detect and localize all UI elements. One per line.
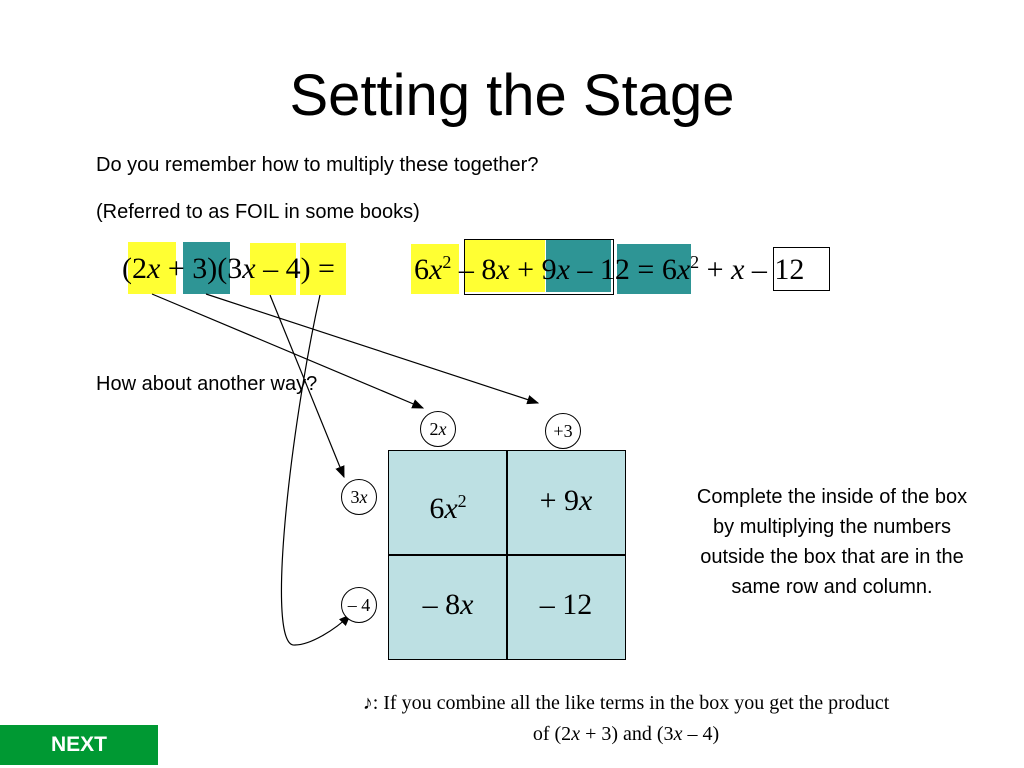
box-cell-minus12: – 12 [539, 588, 593, 621]
slide-title: Setting the Stage [289, 63, 735, 128]
multiplication-box [388, 450, 626, 660]
label-left-minus4: – 4 [341, 587, 377, 623]
foil-expression: (2x + 3)(3x – 4) = [122, 252, 335, 285]
label-top-2x: 2x [420, 411, 456, 447]
footer-note: ♪: If you combine all the like terms in the box you get the product of (2x + 3) and (3x – 4) [362, 692, 890, 745]
box-cell-6x2: $6x^2$ [429, 491, 467, 525]
question-text: Do you remember how to multiply these together? [96, 154, 539, 176]
next-button[interactable]: NEXT [0, 725, 158, 765]
arrow-2x-to-top [152, 294, 423, 408]
another-way-text: How about another way? [96, 373, 318, 395]
instruction-text: Complete the inside of the box by multiplying the numbers outside the box that are in the same row and column. [696, 486, 968, 598]
arrow-3x-to-left [270, 295, 344, 477]
box-cell-plus9x: + 9x [539, 484, 593, 517]
label-left-3x: 3x [341, 479, 377, 515]
foil-result: $6x^2 - 8x + 9x - 12 = 6x^2 + x - 12$ [414, 252, 805, 286]
label-top-plus3: +3 [545, 413, 581, 449]
music-note-icon: ♪ [362, 692, 373, 714]
box-cell-minus8x: – 8x [422, 588, 474, 621]
foil-note: (Referred to as FOIL in some books) [96, 201, 420, 223]
